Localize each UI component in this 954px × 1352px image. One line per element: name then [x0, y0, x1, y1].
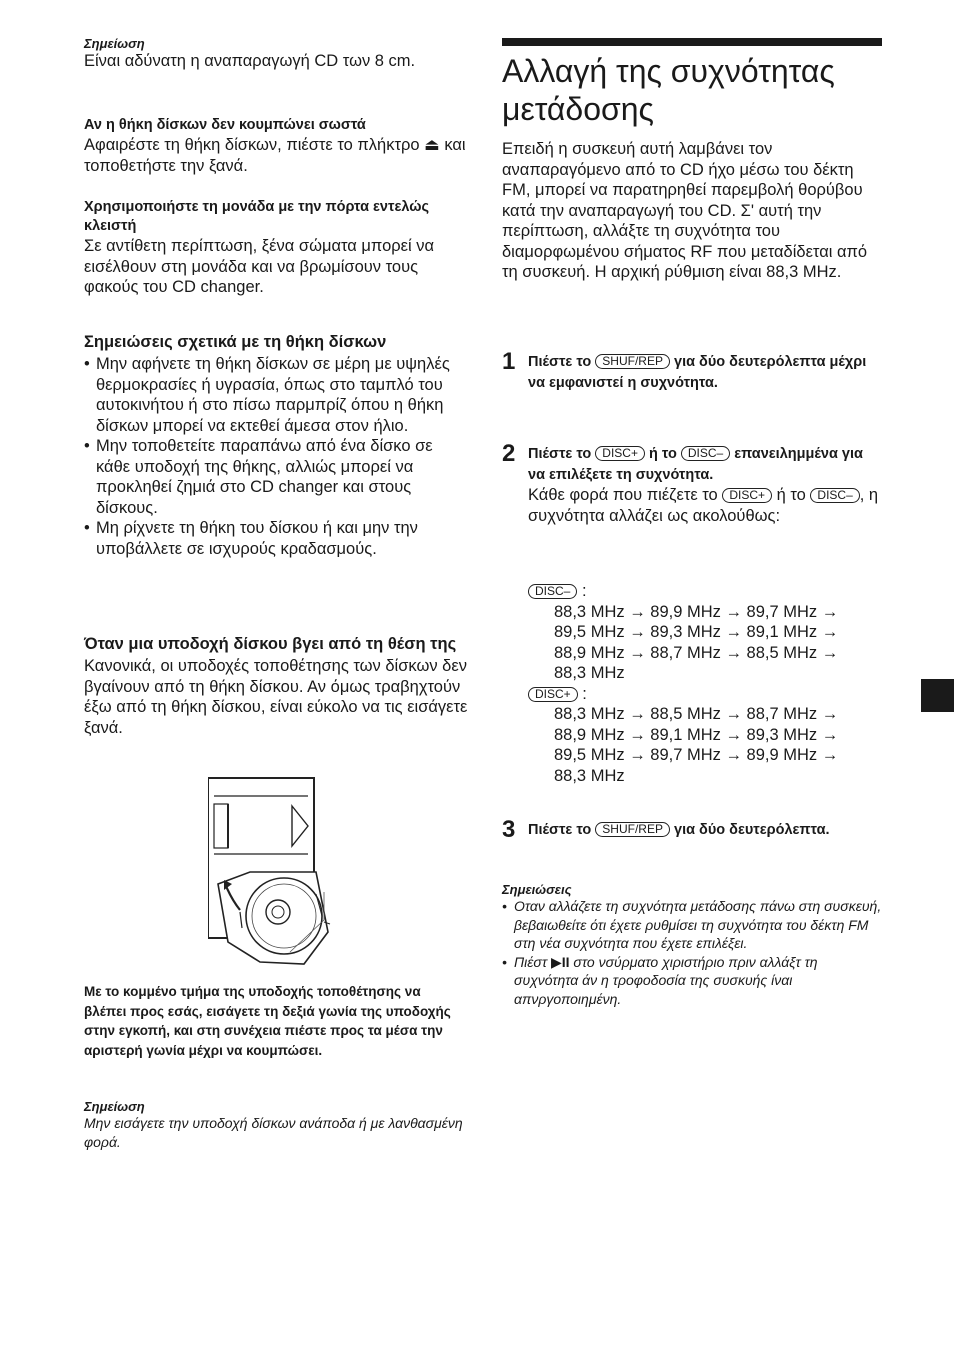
disc-plus-sequence-label: DISC+ :: [502, 684, 882, 705]
note-title: Σημείωση: [84, 36, 145, 51]
list-item: • Οταν αλλάζετε τη συχνότητα μετάδοσης πάνω στη συσκευή, βεβαιωθείτε ότι έχετε ρυθμίσει τη συχνότητα του δέκτη FM στη νέα συχνότητα που έχετε επιλέξει.: [502, 897, 882, 953]
step-1: [502, 348, 882, 393]
list-item: • Μη ρίχνετε τη θήκη του δίσκου ή και μην την υποβάλλετε σε ισχυρούς κραδασμούς.: [84, 518, 470, 559]
section-heading: Όταν μια υποδοχή δίσκου βγει από τη θέση της: [84, 635, 457, 653]
disc-minus-key: DISC–: [810, 488, 859, 503]
frequency-line: 89,5 MHz → 89,3 MHz → 89,1 MHz →: [554, 623, 839, 641]
disc-minus-key: DISC–: [681, 446, 730, 461]
step-number: 1: [502, 348, 516, 375]
step-text: Πιέστε το SHUF/REP για δύο δευτερόλεπτα μέχρι να εμφανιστεί η συχνότητα.: [528, 354, 867, 391]
disc-plus-key: DISC+: [595, 446, 645, 461]
disc-minus-sequence: [502, 602, 882, 684]
list-item: • Πιέστ ▶II στο νσύρματο χιριστήριο πριν αλλάξτ τη συχνότητα άν η τροφοδοσία της συσκυής ίναι απνργοποιημένη.: [502, 953, 882, 1009]
door-closed-section: [84, 198, 470, 298]
step-3: [502, 816, 882, 843]
step-number: 3: [502, 816, 516, 843]
frequency-line: 88,9 MHz → 89,1 MHz → 89,3 MHz →: [554, 725, 839, 744]
disc-minus-key: DISC–: [528, 584, 577, 599]
section-heading: Σημειώσεις σχετικά με τη θήκη δίσκων: [84, 333, 387, 351]
page-title: Αλλαγή της συχνότητας μετάδοσης: [502, 53, 835, 127]
play-pause-icon: ▶II: [550, 953, 570, 970]
notes-title: Σημειώσεις: [502, 882, 572, 897]
step-detail: Κάθε φορά που πιέζετε το DISC+ ή το DISC– , η συχνότητα αλλάζει ως ακολούθως:: [528, 486, 879, 525]
list-item: • Μην αφήνετε τη θήκη δίσκων σε μέρη με υψηλές θερμοκρασίες ή υγρασία, όπως στο ταμπλό του αυτοκινήτου ή στο πίσω παρμπρίζ όπου η θήκη δίσκων μπορεί να εκτεθεί άμεσα στον ήλιο.: [84, 354, 470, 436]
tray-not-lock-section: [84, 116, 470, 176]
notes-section: [502, 882, 882, 1008]
slot-out-section: [84, 632, 470, 738]
list-item: • Μην τοποθετείτε παραπάνω από ένα δίσκο σε κάθε υποδοχή της θήκης, αλλιώς μπορεί να προκληθεί ζημιά στο CD changer και στους δίσκους.: [84, 436, 470, 518]
step-text: Πιέστε το SHUF/REP για δύο δευτερόλεπτα.: [528, 822, 830, 838]
note-title: Σημείωση: [84, 1099, 145, 1114]
eject-icon: ⏏: [424, 136, 440, 154]
disc-minus-sequence-label: DISC– :: [502, 581, 882, 602]
step-text: Πιέστε το DISC+ ή το DISC– επανειλημμένα για να επιλέξετε τη συχνότητα.: [528, 446, 863, 483]
frequency-line: 88,3 MHz: [554, 766, 625, 785]
disc-slot-illustration: [208, 776, 338, 966]
intro-text: Επειδή η συσκευή αυτή λαμβάνει τον αναπαραγόμενο από το CD ήχο μέσω του δέκτη FM, μπορεί να παρατηρηθεί παρεμβολή θορύβου κατά την αναπαραγωγή του CD. Σ' αυτή την περίπτωση, αλλάξτε τη συχνότητα του διαμορφωμένου σήματος RF που μεταδίδεται από τη συσκευή. Η αρχική ρύθμιση είναι 88,3 MHz.: [502, 140, 868, 281]
section-text: Σε αντίθετη περίπτωση, ξένα σώματα μπορεί να εισέλθουν στη μονάδα και να βρωμίσουν τους φακούς του CD changer.: [84, 237, 435, 296]
shuf-rep-key: SHUF/REP: [595, 354, 670, 369]
note-slot: [84, 1099, 470, 1151]
tray-notes-list: [84, 354, 470, 559]
step-number: 2: [502, 440, 516, 467]
section-heading: Αν η θήκη δίσκων δεν κουμπώνει σωστά: [84, 117, 366, 133]
disc-plus-key: DISC+: [722, 488, 772, 503]
note-text: Είναι αδύνατη η αναπαραγωγή CD των 8 cm.: [84, 52, 416, 70]
frequency-line: 88,3 MHz: [554, 664, 625, 682]
frequency-line: 88,3 MHz → 88,5 MHz → 88,7 MHz →: [554, 705, 839, 723]
frequency-line: 89,5 MHz → 89,7 MHz → 89,9 MHz →: [554, 746, 839, 764]
notes-list: [502, 897, 882, 1008]
section-rule: [502, 38, 882, 46]
shuf-rep-key: SHUF/REP: [595, 822, 670, 837]
section-text: Κανονικά, οι υποδοχές τοποθέτησης των δίσκων δεν βγαίνουν από τη θήκη δίσκου. Αν όμως τραβηχτούν έξω από τη θήκη δίσκου, είναι εύκολο να τις εισάγετε ξανά.: [84, 657, 468, 737]
frequency-line: 88,9 MHz → 88,7 MHz → 88,5 MHz →: [554, 643, 839, 662]
figure-caption: Με το κομμένο τμήμα της υποδοχής τοποθέτησης να βλέπει προς εσάς, εισάγετε τη δεξιά γωνία της υποδοχής στην εγκοπή, και στη συνέχεια πιέστε προς τα μέσα την αριστερή γωνία μέχρι να κουμπώσει.: [84, 984, 451, 1058]
step-2: [502, 440, 882, 526]
disc-plus-sequence: [502, 704, 882, 786]
section-text: Αφαιρέστε τη θήκη δίσκων, πιέστε το πλήκτρο ⏏ και τοποθετήστε την ξανά.: [84, 136, 466, 175]
section-heading: Χρησιμοποιήστε τη μονάδα με την πόρτα εντελώς κλειστή: [84, 199, 430, 234]
section-tab-marker: [921, 679, 954, 712]
tray-notes-section: [84, 330, 470, 559]
note-text: Μην εισάγετε την υποδοχή δίσκων ανάποδα ή με λανθασμένη φορά.: [84, 1115, 463, 1150]
frequency-line: 88,3 MHz → 89,9 MHz → 89,7 MHz →: [554, 602, 839, 621]
note-cd8cm: [84, 36, 434, 72]
disc-plus-key: DISC+: [528, 687, 578, 702]
frequency-sequences: [502, 581, 882, 786]
